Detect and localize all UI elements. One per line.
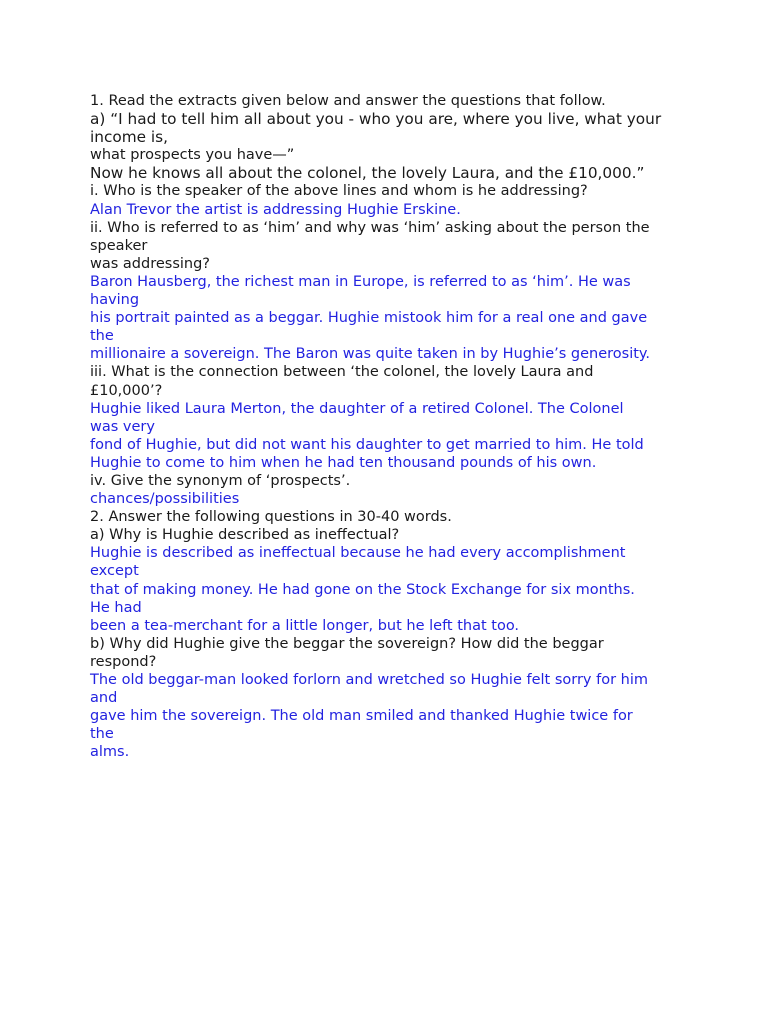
answer-line: Hughie liked Laura Merton, the daughter of a retired Colonel. The Colonel — [90, 400, 624, 417]
question-line: was addressing? — [90, 255, 210, 272]
answer-line: been a tea-merchant for a little longer, but he left that too. — [90, 617, 520, 634]
extract-line: income is, — [90, 128, 168, 147]
document-body — [90, 92, 690, 761]
question-line: b) Why did Hughie give the beggar the sovereign? How did the beggar — [90, 635, 604, 652]
question-line: speaker — [90, 237, 148, 254]
question-line: 1. Read the extracts given below and answer the questions that follow. — [90, 93, 606, 109]
answer-line: his portrait painted as a beggar. Hughie mistook him for a real one and gave — [90, 310, 648, 327]
question-line: iii. What is the connection between ‘the colonel, the lovely Laura and — [90, 364, 594, 381]
extract-line: a) “I had to tell him all about you - who you are, where you live, what your — [90, 110, 662, 129]
answer-line: Hughie is described as ineffectual because he had every accomplishment — [90, 545, 626, 562]
question-line: respond? — [90, 653, 157, 670]
answer-line: that of making money. He had gone on the Stock Exchange for six months. — [90, 581, 635, 598]
answer-line: Hughie to come to him when he had ten thousand pounds of his own. — [90, 454, 597, 471]
question-line: £10,000’? — [90, 382, 163, 399]
answer-line: fond of Hughie, but did not want his daughter to get married to him. He told — [90, 436, 644, 453]
answer-line: alms. — [90, 744, 130, 761]
answer-line: and — [90, 690, 118, 707]
answer-line: Baron Hausberg, the richest man in Europe, is referred to as ‘him’. He was — [90, 273, 631, 290]
answer-line: except — [90, 563, 139, 580]
extract-line: Now he knows all about the colonel, the lovely Laura, and the £10,000.” — [90, 164, 645, 183]
answer-line: Alan Trevor the artist is addressing Hughie Erskine. — [90, 201, 461, 218]
answer-line: having — [90, 292, 140, 309]
question-line: ii. Who is referred to as ‘him’ and why was ‘him’ asking about the person the — [90, 219, 650, 236]
question-line: 2. Answer the following questions in 30-40 words. — [90, 509, 452, 526]
answer-line: He had — [90, 599, 142, 616]
answer-line: the — [90, 328, 114, 345]
question-line: what prospects you have—” — [90, 147, 295, 164]
answer-line: chances/possibilities — [90, 491, 240, 508]
question-line: iv. Give the synonym of ‘prospects’. — [90, 472, 351, 489]
question-line: a) Why is Hughie described as ineffectual? — [90, 527, 400, 544]
answer-line: gave him the sovereign. The old man smiled and thanked Hughie twice for — [90, 708, 633, 725]
answer-line: millionaire a sovereign. The Baron was quite taken in by Hughie’s generosity. — [90, 346, 651, 363]
answer-line: The old beggar-man looked forlorn and wretched so Hughie felt sorry for him — [90, 672, 649, 688]
answer-line: the — [90, 726, 114, 743]
answer-line: was very — [90, 418, 155, 435]
question-line: i. Who is the speaker of the above lines and whom is he addressing? — [90, 183, 588, 200]
